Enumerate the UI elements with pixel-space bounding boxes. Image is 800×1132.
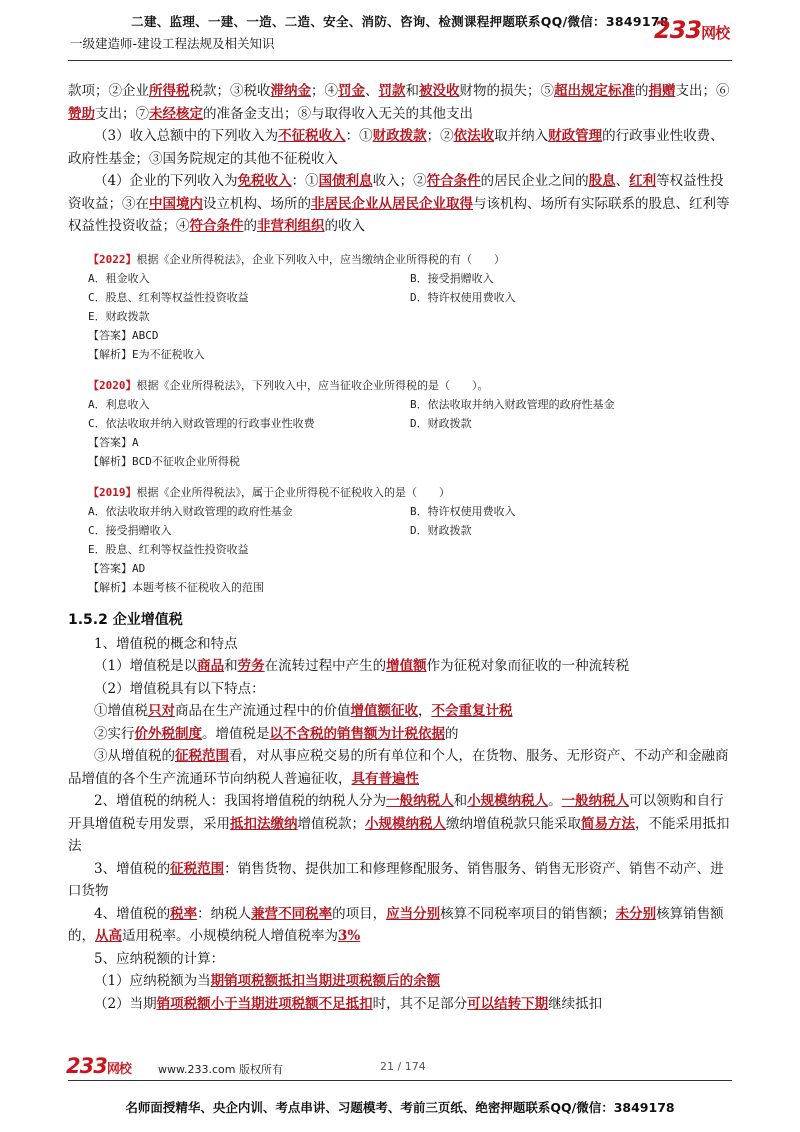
text-run: ：① [291,173,319,189]
question-answer: 【答案】ABCD [88,328,159,342]
text-run: （1）应纳税额为当 [94,973,211,989]
text-run: 。增值税是 [202,725,270,742]
key-term: 免税收入 [237,173,292,189]
text-run: 作为征税对象而征收的一种流转税 [426,658,630,674]
text-run: ， [418,703,432,719]
option-row [88,395,732,414]
key-term: 一般纳税人 [386,793,454,809]
key-term: 销项税额小于当期进项税额不足抵扣 [156,995,373,1012]
key-term: 财政拨款 [372,128,427,144]
key-term: 未经核定 [149,105,203,122]
option: D．财政拨款 [410,523,472,537]
text-run: 、 [365,83,379,99]
text-run: 可以领购和自行开具增值税专用发票，采用 [68,793,724,832]
text-run: 3、增值税的 [94,860,171,877]
text-run: 增值税款； [297,815,365,832]
text-run: 2、增值税的纳税人：我国将增值税的纳税人分为 [94,793,387,809]
section-paragraph [68,993,732,1016]
key-term: 应当分别 [386,905,441,922]
text-run: 和 [224,658,238,674]
key-term: 不会重复计税 [431,703,513,719]
text-run: 继续抵扣 [548,995,603,1012]
text-run: 的行政事业性收费、政府性基金；③国务院规定的其他不征税收入 [68,128,724,167]
text-run: ；④ [311,83,338,99]
question-text: 根据《企业所得税法》，下列收入中，应当征收企业所得税的是（ ）。 [136,378,489,392]
question-year: 【2022】 [88,252,137,266]
text-run: 款项；②企业 [68,83,149,99]
key-term: 抵扣法缴纳 [230,815,298,832]
text-run: ③从增值税的 [94,748,175,764]
text-run: 的项目， [332,905,387,922]
section-paragraph [68,948,732,971]
key-term: 超出规定标准 [554,83,635,99]
text-run: 支出；⑥ [675,83,730,99]
text-run: 在流转过程中产生的 [264,658,387,674]
question-text: 根据《企业所得税法》，企业下列收入中，应当缴纳企业所得税的有（ ） [136,252,505,266]
question-year: 【2019】 [88,485,137,499]
section-title: 1.5.2 企业增值税 [68,611,183,628]
text-run: ；② [426,128,454,144]
text-run: 的 [445,725,459,742]
key-term: 捐赠 [648,83,676,99]
page-number: 21 / 174 [380,1060,426,1073]
section-paragraph [68,700,732,723]
text-run: ：纳税人 [197,905,252,922]
option: C．依法收取并纳入财政管理的行政事业性收费 [88,416,315,430]
footer-logo [66,1054,131,1078]
key-term: 财政管理 [548,128,603,144]
main-content [68,80,732,1015]
key-term: 以不含税的销售额为计税依据 [269,725,445,742]
key-term: 不征税收入 [278,128,346,144]
text-run: 的准备金支出；⑧与取得收入无关的其他支出 [203,105,473,122]
key-term: 罚金 [338,83,365,99]
text-run: 取并纳入 [494,128,549,144]
key-term: 税率 [170,905,198,922]
key-term: 商品 [197,658,225,674]
text-run: 和 [453,793,468,809]
key-term: 3% [338,928,361,944]
key-term: 符合条件 [426,173,481,189]
logo-text: 网校 [701,24,730,42]
key-term: 期销项税额抵扣当期进项税额后的余额 [210,973,441,989]
text-run: 税款；③税收 [189,83,271,99]
brand-logo [654,16,729,44]
text-run: ：销售货物、提供加工和修理修配服务、销售服务、销售无形资产、销售不动产、进口货物 [68,860,724,899]
key-term: 劳务 [237,658,265,674]
question-block [88,376,732,471]
text-run: 看，对从事应税交易的所有单位和个人，在货物、服务、无形资产、不动产和金融商品增值的各个生产流通环节向纳税人普遍征收， [68,748,729,787]
key-term: 可以结转下期 [467,995,549,1012]
paragraph-tax-exempt-income [68,170,732,238]
option-row [88,521,732,540]
option: D．特许权使用费收入 [410,290,516,304]
footer-copyright: www.233.com 版权所有 [158,1063,283,1076]
key-term: 增值额 [386,658,427,674]
section-paragraph [68,745,732,790]
key-term: 征税范围 [175,748,229,764]
option: E．股息、红利等权益性投资收益 [88,542,249,556]
key-term: 简易方法 [581,815,635,832]
option: A．依法收取并纳入财政管理的政府性基金 [88,504,293,518]
key-term: 非居民企业从居民企业取得 [311,195,473,212]
text-run: 适用税率。小规模纳税人增值税率为 [122,928,338,944]
text-run: ①增值税 [94,703,148,719]
text-run: （2）当期 [94,995,157,1012]
text-run: 收入；② [372,173,427,189]
key-term: 征税范围 [170,860,225,877]
text-run: 和 [405,83,419,99]
key-term: 小规模纳税人 [365,815,446,832]
option-row [88,502,732,521]
question-analysis: 【解析】本题考核不征税收入的范围 [88,580,264,594]
key-term: 只对 [148,703,175,719]
section-paragraph [68,790,732,858]
option-row [88,414,732,433]
key-term: 小规模纳税人 [467,793,549,809]
key-term: 符合条件 [189,218,244,234]
text-run: 。 [548,793,562,809]
footer-logo-text: 网校 [106,1062,131,1077]
option: A．租金收入 [88,271,150,285]
text-run: 、 [615,173,630,189]
option-row [88,540,732,559]
question-analysis: 【解析】BCD不征收企业所得税 [88,454,240,468]
key-term: 增值额征收 [350,703,418,719]
option-row [88,307,732,326]
text-run: 财物的损失；⑤ [459,83,554,99]
text-run: 的居民企业之间的 [480,173,589,189]
paragraph-non-taxable-income [68,125,732,170]
question-stem [88,376,732,395]
option: B．依法收取并纳入财政管理的政府性基金 [410,397,615,411]
option: A．利息收入 [88,397,150,411]
exam-questions [68,250,732,597]
option: C．股息、红利等权益性投资收益 [88,290,249,304]
text-run: 与该机构、场所有实际联系的股息、红利等权益性投资收益；④ [68,195,730,234]
option-row [88,269,732,288]
text-run: 的 [635,83,649,99]
text-run: 的 [243,218,257,234]
option-row [88,288,732,307]
footer-promo-text: 名师面授精华、央企内训、考点串讲、习题模考、考前三页纸、绝密押题联系QQ/微信：3849178 [125,1100,675,1115]
key-term: 中国境内 [149,195,203,212]
key-term: 所得税 [149,83,190,99]
question-year: 【2020】 [88,378,137,392]
key-term: 价外税制度 [134,725,202,742]
text-run: ：① [345,128,373,144]
section-paragraph [68,970,732,993]
text-run: 5、应纳税额的计算： [94,950,225,967]
key-term: 国债利息 [318,173,373,189]
question-stem [88,483,732,502]
text-run: 1、增值税的概念和特点 [94,635,238,652]
text-run: 设立机构、场所的 [203,195,311,212]
key-term: 依法收 [453,128,495,144]
section-body [68,633,732,1016]
question-block [88,483,732,597]
paragraph-deductions [68,80,732,125]
text-run: 4、增值税的 [94,905,171,922]
section-paragraph [68,678,732,701]
question-text: 根据《企业所得税法》，属于企业所得税不征税收入的是（ ） [136,485,450,499]
key-term: 滞纳金 [270,83,311,99]
key-term: 罚款 [378,83,406,99]
question-answer: 【答案】AD [88,561,146,575]
key-term: 赞助 [68,105,95,122]
section-paragraph [68,655,732,678]
section-paragraph [68,723,732,746]
key-term: 股息 [588,173,616,189]
text-run: 核算销售额的， [68,905,724,944]
key-term: 兼营不同税率 [251,905,333,922]
logo-number: 233 [654,16,702,44]
text-run: （4）企业的下列收入为 [94,173,238,189]
text-run: 时，其不足部分 [372,995,468,1012]
text-run: 的收入 [324,218,365,234]
text-run: （1）增值税是以 [94,658,198,674]
header-promo-text: 二建、监理、一建、一造、二造、安全、消防、咨询、检测课程押题联系QQ/微信：3849178 [131,14,669,29]
option: C．接受捐赠收入 [88,523,172,537]
text-run: 支出；⑦ [95,105,149,122]
key-term: 具有普遍性 [351,770,419,787]
question-stem [88,250,732,269]
text-run: （2）增值税具有以下特点： [94,680,265,697]
footer-logo-number: 233 [66,1054,107,1078]
option: B．特许权使用费收入 [410,504,516,518]
option: D．财政拨款 [410,416,472,430]
text-run: 等权益性投资收益；③在 [68,173,724,212]
text-run: 商品在生产流通过程中的价值 [175,703,351,719]
section-paragraph [68,633,732,656]
footer-divider [68,1080,732,1081]
header-divider [68,60,732,61]
section-paragraph [68,903,732,948]
option: B．接受捐赠收入 [410,271,494,285]
option: E．财政拨款 [88,309,150,323]
question-block [88,250,732,364]
text-run: 缴纳增值税款只能采取 [446,815,581,832]
key-term: 从高 [95,928,122,944]
key-term: 未分别 [615,905,657,922]
text-run: （3）收入总额中的下列收入为 [94,128,279,144]
text-run: ②实行 [94,725,135,742]
question-answer: 【答案】A [88,435,139,449]
text-run: ，不能采用抵扣法 [68,815,730,854]
key-term: 一般纳税人 [561,793,630,809]
section-paragraph [68,858,732,903]
key-term: 非营利组织 [257,218,325,234]
key-term: 红利 [629,173,657,189]
key-term: 被没收 [419,83,460,99]
question-analysis: 【解析】E为不征税收入 [88,347,205,361]
header-subject: 一级建造师-建设工程法规及相关知识 [70,36,275,51]
text-run: 核算不同税率项目的销售额； [440,905,616,922]
